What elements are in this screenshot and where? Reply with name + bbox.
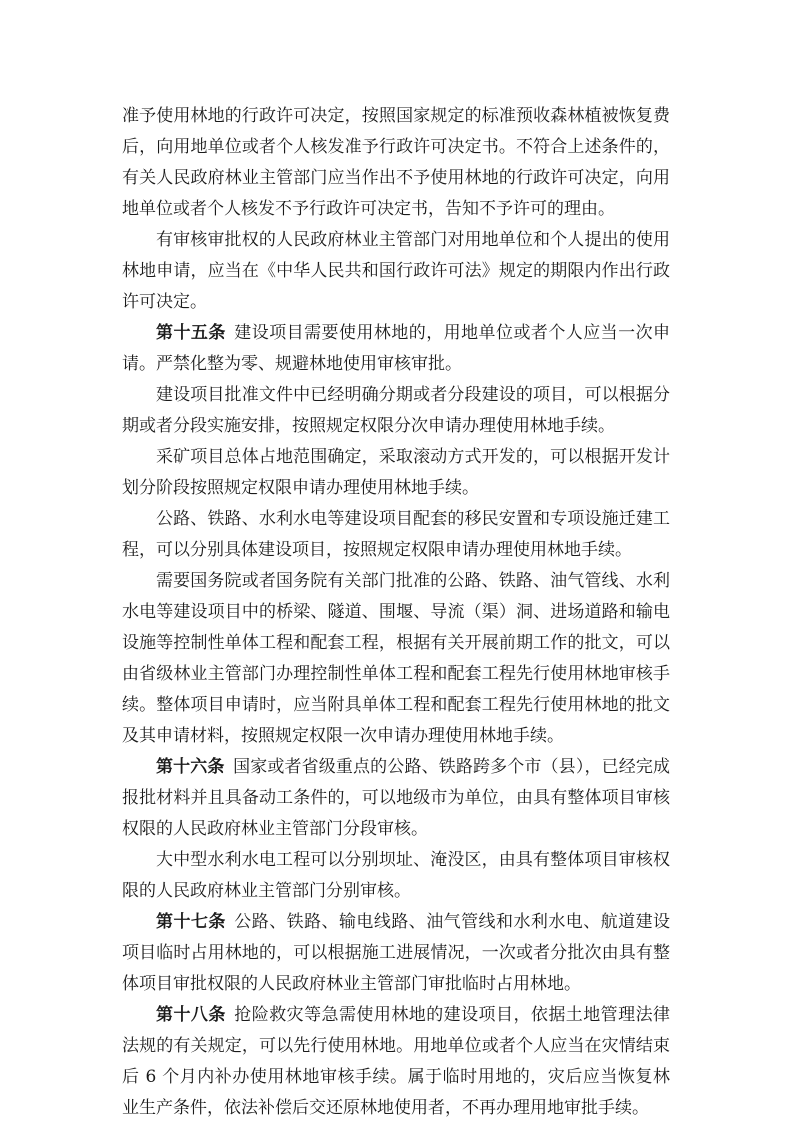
paragraph (122, 101, 670, 225)
paragraph-text: 建设项目需要使用林地的，用地单位或者个人应当一次申请。严禁化整为零、规避林地使用审核审批。 (122, 323, 671, 374)
paragraph (122, 845, 670, 907)
paragraph (122, 1000, 670, 1124)
paragraph-text: 大中型水利水电工程可以分别坝址、淹没区，由具有整体项目审核权限的人民政府林业主管部门分别审核。 (122, 850, 670, 901)
paragraph-text: 建设项目批准文件中已经明确分期或者分段建设的项目，可以根据分期或者分段实施安排，按照规定权限分次申请办理使用林地手续。 (122, 385, 670, 436)
paragraph-text: 公路、铁路、水利水电等建设项目配套的移民安置和专项设施迁建工程，可以分别具体建设项目，按照规定权限申请办理使用林地手续。 (122, 509, 670, 560)
paragraph-text: 公路、铁路、输电线路、油气管线和水利水电、航道建设项目临时占用林地的，可以根据施工进展情况，一次或者分批次由具有整体项目审批权限的人民政府林业主管部门审批临时占用林地。 (122, 912, 671, 994)
paragraph (122, 225, 670, 318)
paragraph-text: 抢险救灾等急需使用林地的建设项目，依据土地管理法律法规的有关规定，可以先行使用林地。用地单位或者个人应当在灾情结束后 6 个月内补办使用林地审核手续。属于临时用地的，灾后应当恢复林业生产条件，依法补偿后交还原林地使用者，不再办理用地审批手续。 (122, 1005, 671, 1118)
article-number: 第十六条 (156, 757, 225, 777)
paragraph (122, 752, 670, 845)
article-number: 第十八条 (156, 1005, 226, 1025)
paragraph-text: 需要国务院或者国务院有关部门批准的公路、铁路、油气管线、水利水电等建设项目中的桥梁、隧道、围堰、导流（渠）洞、进场道路和输电设施等控制性单体工程和配套工程，根据有关开展前期工作的批文，可以由省级林业主管部门办理控制性单体工程和配套工程先行使用林地审核手续。整体项目申请时，应当附具单体工程和配套工程先行使用林地的批文及其申请材料，按照规定权限一次申请办理使用林地手续。 (122, 571, 670, 746)
paragraph (122, 566, 670, 752)
article-number: 第十五条 (156, 323, 226, 343)
paragraph (122, 907, 670, 1000)
paragraph-text: 国家或者省级重点的公路、铁路跨多个市（县），已经完成报批材料并且具备动工条件的，可以地级市为单位，由具有整体项目审核权限的人民政府林业主管部门分段审核。 (122, 757, 671, 839)
paragraph (122, 504, 670, 566)
paragraph-text: 准予使用林地的行政许可决定，按照国家规定的标准预收森林植被恢复费后，向用地单位或者个人核发准予行政许可决定书。不符合上述条件的，有关人民政府林业主管部门应当作出不予使用林地的行政许可决定，向用地单位或者个人核发不予行政许可决定书，告知不予许可的理由。 (122, 106, 670, 219)
paragraph (122, 442, 670, 504)
paragraph (122, 318, 670, 380)
paragraph (122, 380, 670, 442)
article-number: 第十七条 (156, 912, 226, 932)
paragraph-text: 有审核审批权的人民政府林业主管部门对用地单位和个人提出的使用林地申请，应当在《中华人民共和国行政许可法》规定的期限内作出行政许可决定。 (122, 230, 670, 312)
paragraph-text: 采矿项目总体占地范围确定，采取滚动方式开发的，可以根据开发计划分阶段按照规定权限申请办理使用林地手续。 (122, 447, 670, 498)
document-body (122, 101, 670, 1124)
